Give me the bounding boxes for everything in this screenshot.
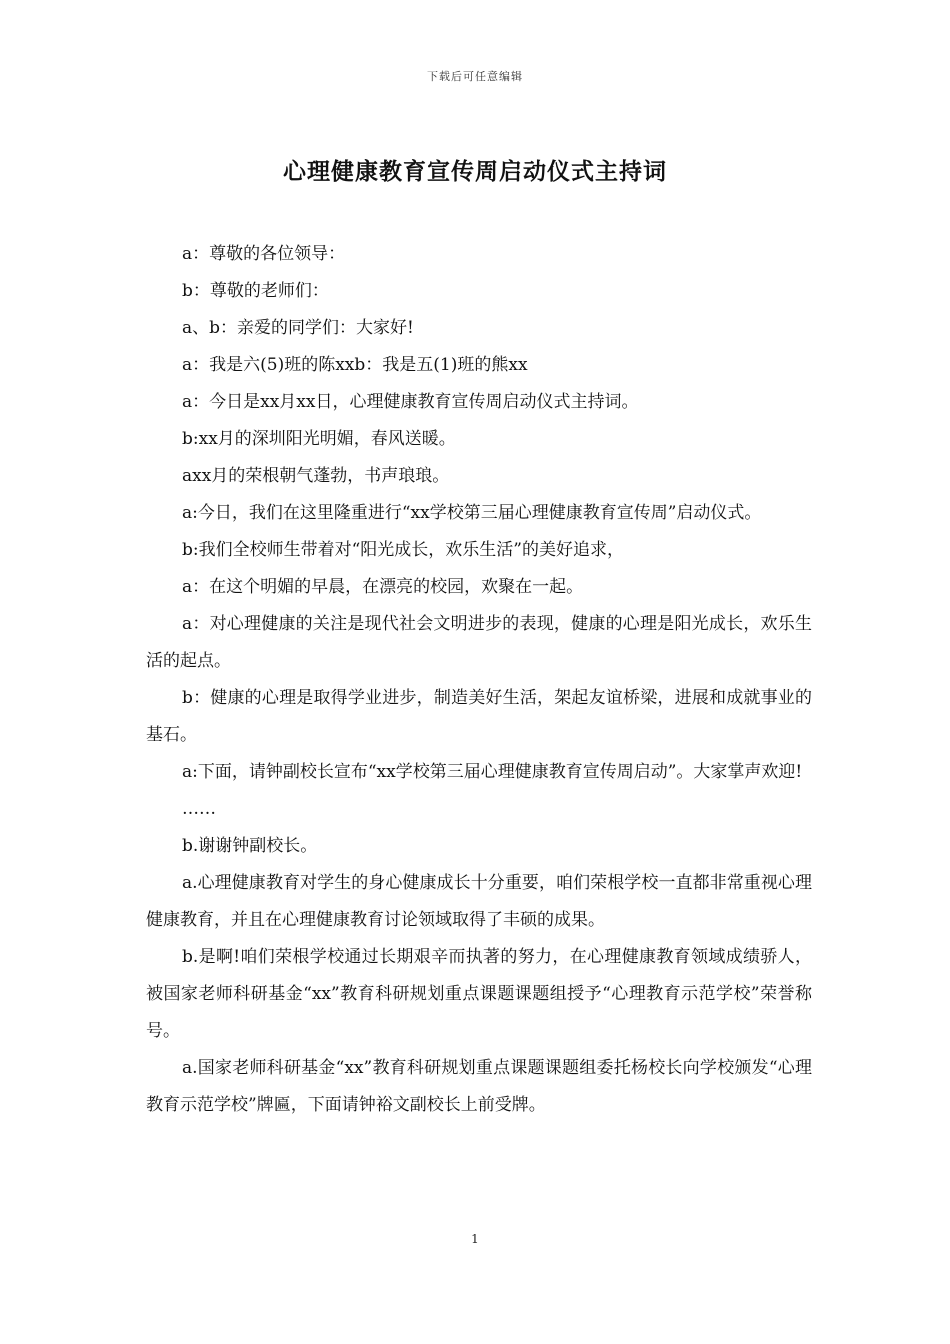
paragraph: a：我是六(5)班的陈xxb：我是五(1)班的熊xx bbox=[182, 355, 528, 375]
paragraph: a.国家老师科研基金“xx”教育科研规划重点课题课题组委托杨校长向学校颁发“心理教育示范学校”牌匾，下面请钟裕文副校长上前受牌。 bbox=[146, 1058, 812, 1115]
paragraph: a:今日，我们在这里隆重进行“xx学校第三届心理健康教育宣传周”启动仪式。 bbox=[182, 503, 762, 523]
ellipsis-paragraph: …… bbox=[182, 799, 216, 819]
paragraph: b.是啊!咱们荣根学校通过长期艰辛而执著的努力，在心理健康教育领域成绩骄人，被国家老师科研基金“xx”教育科研规划重点课题课题组授予“心理教育示范学校”荣誉称号。 bbox=[146, 947, 812, 1041]
paragraph: axx月的荣根朝气蓬勃，书声琅琅。 bbox=[182, 466, 450, 486]
document-title: 心理健康教育宣传周启动仪式主持词 bbox=[283, 158, 667, 185]
document-body bbox=[146, 236, 812, 1124]
paragraph: a.心理健康教育对学生的身心健康成长十分重要，咱们荣根学校一直都非常重视心理健康教育，并且在心理健康教育讨论领域取得了丰硕的成果。 bbox=[146, 873, 812, 930]
paragraph: a：今日是xx月xx日，心理健康教育宣传周启动仪式主持词。 bbox=[182, 392, 639, 412]
header-note: 下载后可任意编辑 bbox=[427, 70, 523, 83]
paragraph: a：尊敬的各位领导： bbox=[182, 244, 346, 264]
page-number: 1 bbox=[471, 1232, 479, 1246]
paragraph: b：尊敬的老师们： bbox=[182, 281, 329, 301]
paragraph: b:xx月的深圳阳光明媚，春风送暖。 bbox=[182, 429, 456, 449]
paragraph: b：健康的心理是取得学业进步，制造美好生活，架起友谊桥梁，进展和成就事业的基石。 bbox=[146, 688, 812, 745]
paragraph: a、b：亲爱的同学们：大家好! bbox=[182, 318, 414, 338]
paragraph: b:我们全校师生带着对“阳光成长，欢乐生活”的美好追求， bbox=[182, 540, 624, 560]
paragraph: a：在这个明媚的早晨，在漂亮的校园，欢聚在一起。 bbox=[182, 577, 584, 597]
paragraph: a：对心理健康的关注是现代社会文明进步的表现，健康的心理是阳光成长，欢乐生活的起点。 bbox=[146, 614, 812, 671]
paragraph: b.谢谢钟副校长。 bbox=[182, 836, 318, 856]
paragraph: a:下面，请钟副校长宣布“xx学校第三届心理健康教育宣传周启动”。大家掌声欢迎! bbox=[182, 762, 803, 782]
